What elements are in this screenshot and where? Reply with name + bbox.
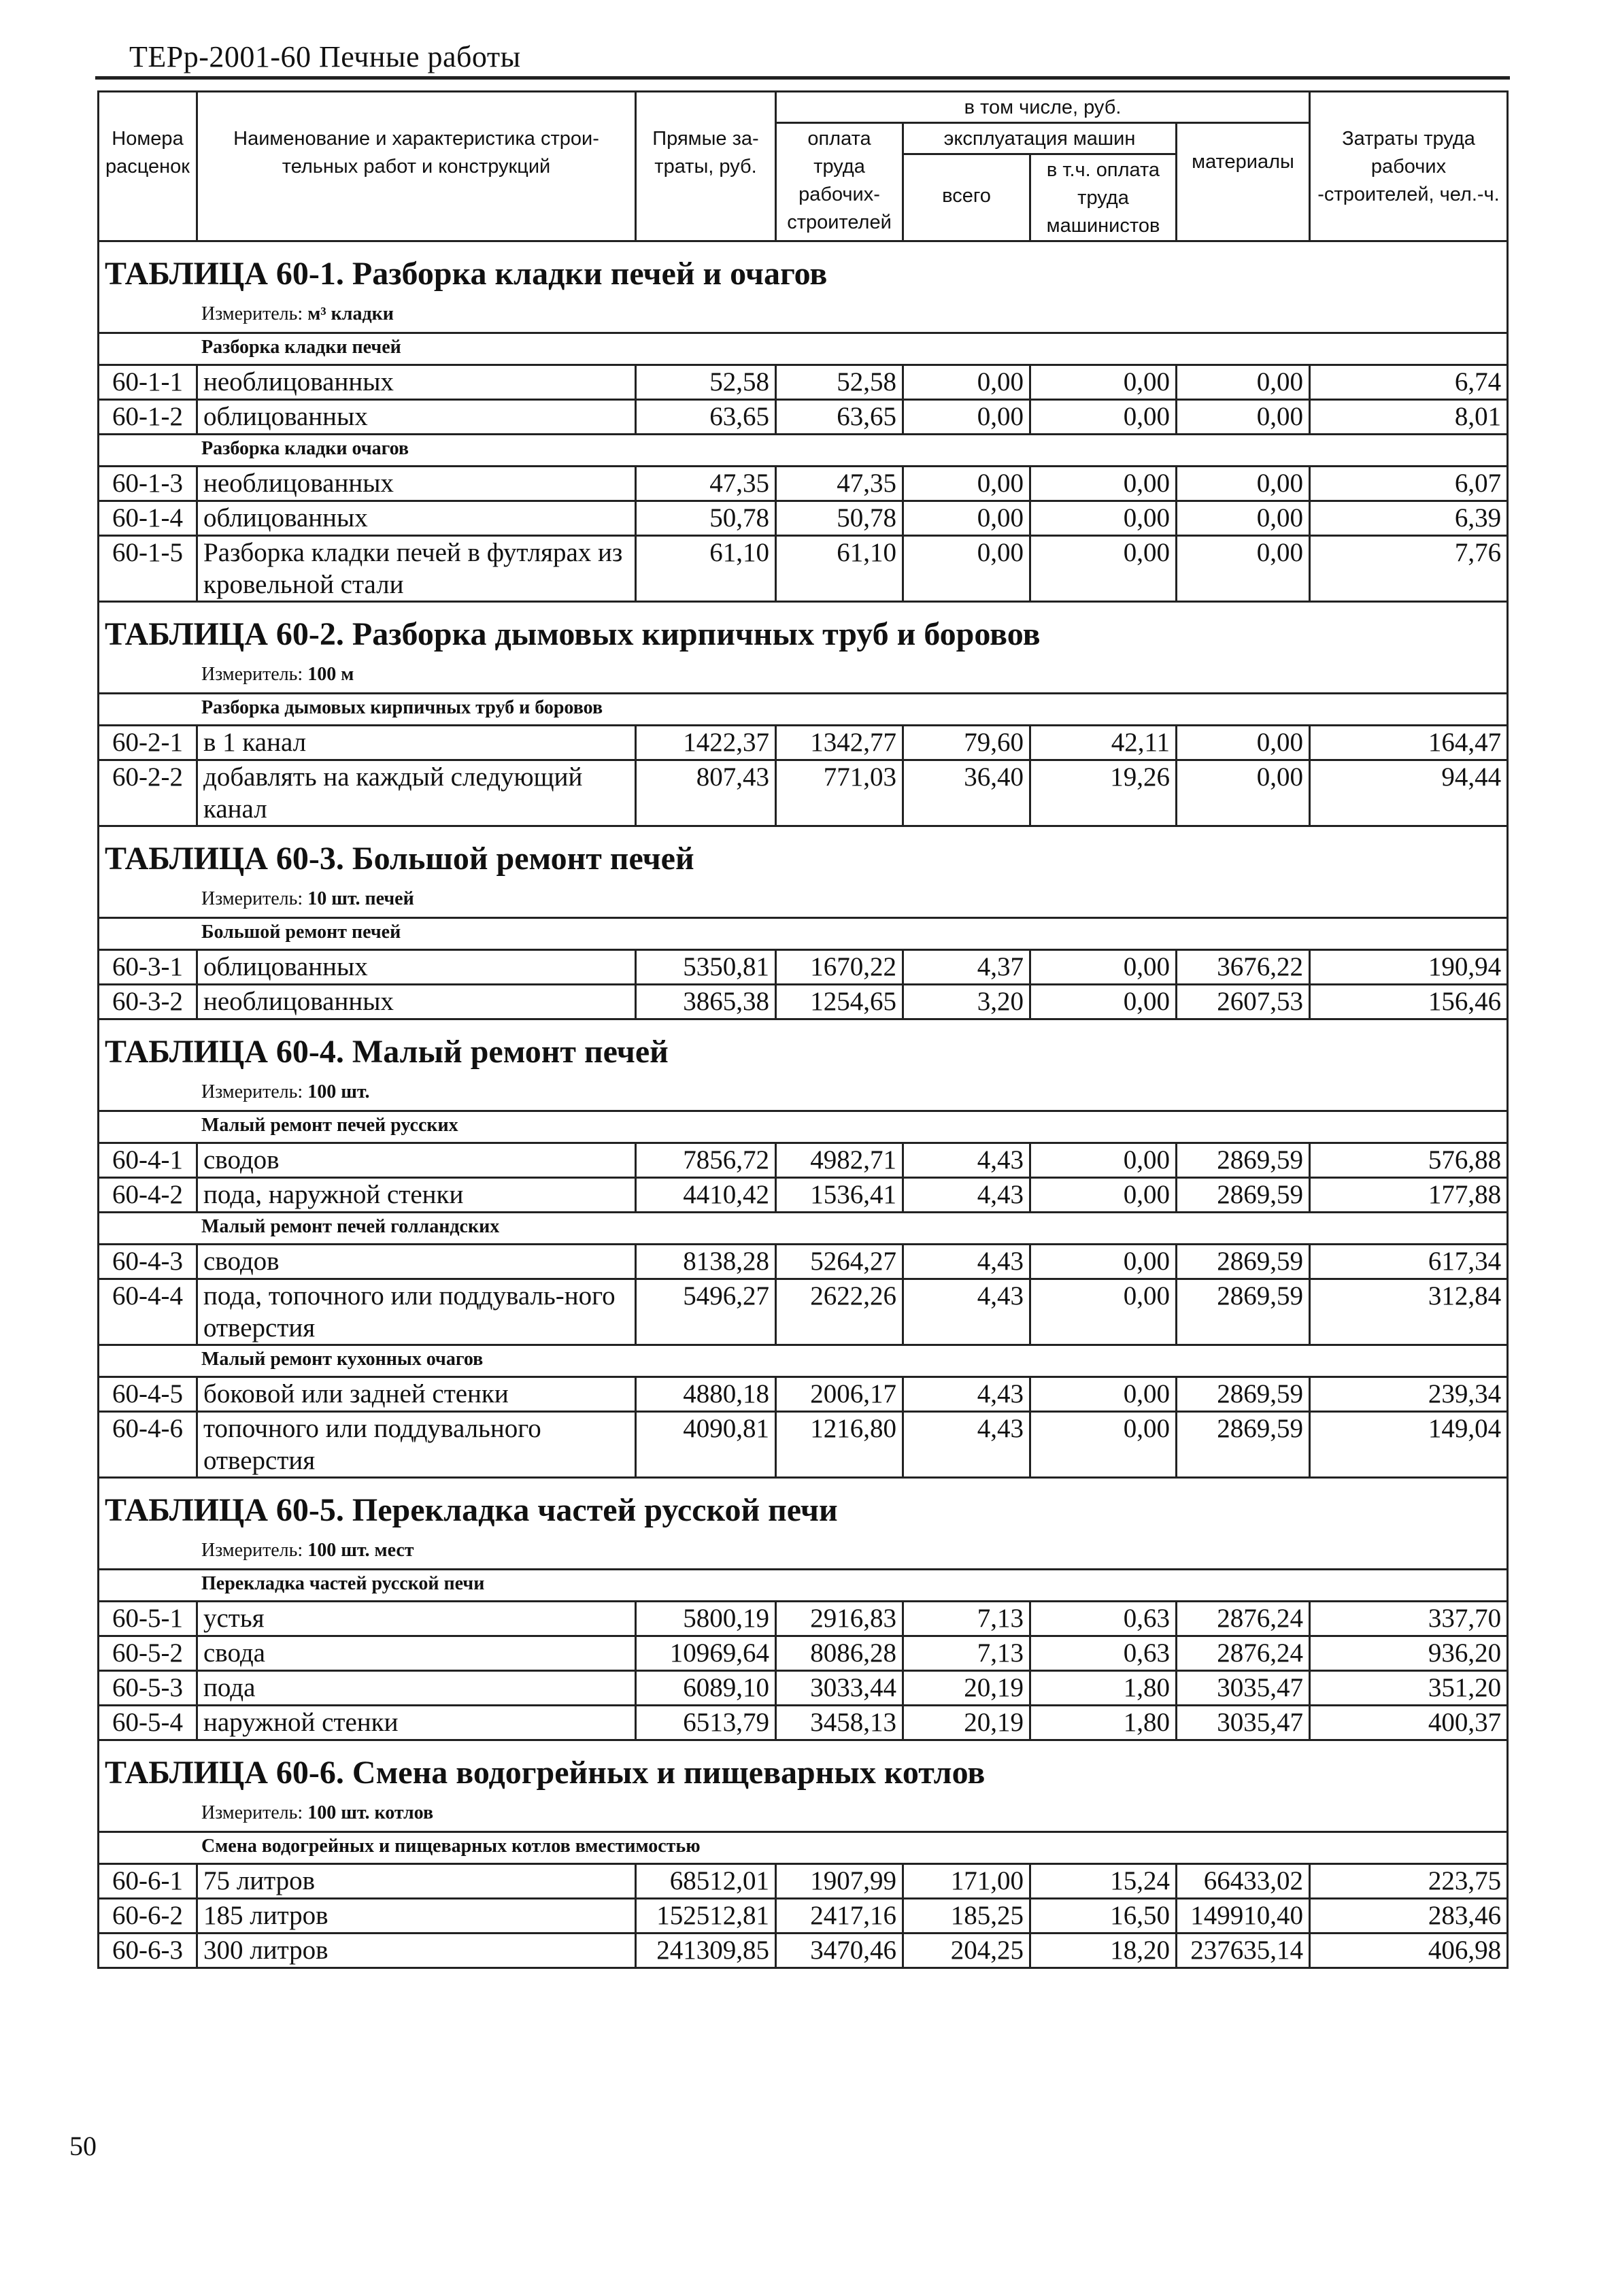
materials-costs: 2876,24 (1177, 1602, 1310, 1636)
machines-wage: 0,00 (1030, 1279, 1177, 1345)
work-name: наружной стенки (197, 1706, 636, 1740)
machines-wage: 16,50 (1030, 1899, 1177, 1934)
wage-costs: 1536,41 (776, 1178, 903, 1213)
machines-total: 171,00 (903, 1864, 1030, 1899)
wage-costs: 3470,46 (776, 1934, 903, 1968)
labor-costs: 576,88 (1310, 1143, 1508, 1178)
machines-total: 0,00 (903, 501, 1030, 536)
labor-costs: 283,46 (1310, 1899, 1508, 1934)
wage-costs: 4982,71 (776, 1143, 903, 1178)
materials-costs: 2869,59 (1177, 1377, 1310, 1412)
rates-table (97, 242, 1509, 1969)
labor-costs: 6,07 (1310, 467, 1508, 501)
direct-costs: 4090,81 (636, 1412, 776, 1478)
materials-costs: 0,00 (1177, 467, 1310, 501)
direct-costs: 241309,85 (636, 1934, 776, 1968)
rate-code: 60-1-5 (99, 536, 197, 602)
labor-costs: 6,74 (1310, 365, 1508, 400)
table-row (99, 365, 1508, 400)
labor-costs: 164,47 (1310, 726, 1508, 760)
wage-costs: 771,03 (776, 760, 903, 826)
header-direct-costs: Прямые за-траты, руб. (636, 92, 776, 241)
work-name: боковой или задней стенки (197, 1377, 636, 1412)
table-row (99, 726, 1508, 760)
machines-total: 79,60 (903, 726, 1030, 760)
labor-costs: 406,98 (1310, 1934, 1508, 1968)
machines-wage: 0,00 (1030, 1377, 1177, 1412)
labor-costs: 94,44 (1310, 760, 1508, 826)
table-title: ТАБЛИЦА 60-6. Смена водогрейных и пищеварных котлов (99, 1740, 1508, 1797)
group-row (99, 1570, 1508, 1602)
table-row (99, 985, 1508, 1019)
direct-costs: 68512,01 (636, 1864, 776, 1899)
measure-label: Измеритель: (201, 1081, 303, 1102)
direct-costs: 6089,10 (636, 1671, 776, 1706)
machines-total: 7,13 (903, 1602, 1030, 1636)
machines-wage: 15,24 (1030, 1864, 1177, 1899)
rate-code: 60-5-4 (99, 1706, 197, 1740)
work-name: необлицованных (197, 467, 636, 501)
rates-sheet (97, 90, 1507, 1969)
table-row (99, 1143, 1508, 1178)
measure-label: Измеритель: (201, 1802, 303, 1823)
wage-costs: 47,35 (776, 467, 903, 501)
table-row (99, 950, 1508, 985)
machines-total: 20,19 (903, 1706, 1030, 1740)
materials-costs: 0,00 (1177, 501, 1310, 536)
rate-code: 60-1-4 (99, 501, 197, 536)
labor-costs: 617,34 (1310, 1245, 1508, 1279)
machines-total: 3,20 (903, 985, 1030, 1019)
group-row (99, 694, 1508, 726)
table-title-row (99, 242, 1508, 298)
wage-costs: 2622,26 (776, 1279, 903, 1345)
header-materials: материалы (1177, 123, 1310, 241)
group-title: Смена водогрейных и пищеварных котлов вместимостью (99, 1832, 1508, 1864)
work-name: облицованных (197, 950, 636, 985)
machines-total: 0,00 (903, 467, 1030, 501)
measure-value: 100 шт. мест (307, 1540, 414, 1561)
measure-row (99, 1797, 1508, 1832)
work-name: 75 литров (197, 1864, 636, 1899)
column-header-table (97, 90, 1509, 242)
group-title: Большой ремонт печей (99, 918, 1508, 950)
work-name: в 1 канал (197, 726, 636, 760)
wage-costs: 2006,17 (776, 1377, 903, 1412)
group-title: Разборка дымовых кирпичных труб и боровов (99, 694, 1508, 726)
rate-code: 60-6-3 (99, 1934, 197, 1968)
work-name: пода, топочного или поддуваль-ного отверстия (197, 1279, 636, 1345)
work-name: пода, наружной стенки (197, 1178, 636, 1213)
measure-unit (99, 1534, 1508, 1570)
header-wage: оплата труда рабочих-строителей (776, 123, 903, 241)
header-machines: эксплуатация машин (903, 123, 1177, 154)
machines-total: 4,43 (903, 1279, 1030, 1345)
direct-costs: 5350,81 (636, 950, 776, 985)
labor-costs: 239,34 (1310, 1377, 1508, 1412)
table-row (99, 501, 1508, 536)
page-title: ТЕРр-2001-60 Печные работы (129, 40, 521, 73)
work-name: топочного или поддувального отверстия (197, 1412, 636, 1478)
measure-row (99, 883, 1508, 918)
measure-value: 100 шт. (307, 1081, 370, 1102)
group-title: Перекладка частей русской печи (99, 1570, 1508, 1602)
machines-total: 4,43 (903, 1412, 1030, 1478)
table-row (99, 1245, 1508, 1279)
rate-code: 60-3-2 (99, 985, 197, 1019)
table-row (99, 1178, 1508, 1213)
group-title: Малый ремонт кухонных очагов (99, 1345, 1508, 1377)
measure-value: 100 шт. котлов (307, 1802, 434, 1823)
group-row (99, 435, 1508, 467)
labor-costs: 936,20 (1310, 1636, 1508, 1671)
materials-costs: 149910,40 (1177, 1899, 1310, 1934)
machines-total: 185,25 (903, 1899, 1030, 1934)
machines-total: 4,43 (903, 1143, 1030, 1178)
rate-code: 60-4-3 (99, 1245, 197, 1279)
wage-costs: 61,10 (776, 536, 903, 602)
wage-costs: 3033,44 (776, 1671, 903, 1706)
work-name: 300 литров (197, 1934, 636, 1968)
machines-wage: 0,00 (1030, 950, 1177, 985)
direct-costs: 7856,72 (636, 1143, 776, 1178)
header-labor-costs: Затраты труда рабочих -строителей, чел.-ч. (1310, 92, 1508, 241)
labor-costs: 223,75 (1310, 1864, 1508, 1899)
work-name: сводов (197, 1245, 636, 1279)
rate-code: 60-4-2 (99, 1178, 197, 1213)
materials-costs: 3035,47 (1177, 1706, 1310, 1740)
machines-total: 4,37 (903, 950, 1030, 985)
direct-costs: 5800,19 (636, 1602, 776, 1636)
materials-costs: 66433,02 (1177, 1864, 1310, 1899)
group-row (99, 1832, 1508, 1864)
machines-total: 36,40 (903, 760, 1030, 826)
machines-wage: 0,00 (1030, 365, 1177, 400)
work-name: 185 литров (197, 1899, 636, 1934)
header-code: Номера расценок (99, 92, 197, 241)
table-title: ТАБЛИЦА 60-2. Разборка дымовых кирпичных труб и боровов (99, 602, 1508, 659)
machines-total: 204,25 (903, 1934, 1030, 1968)
table-row (99, 1706, 1508, 1740)
table-title-row (99, 602, 1508, 659)
header-name: Наименование и характеристика строи-тельных работ и конструкций (197, 92, 636, 241)
direct-costs: 10969,64 (636, 1636, 776, 1671)
machines-wage: 42,11 (1030, 726, 1177, 760)
group-row (99, 918, 1508, 950)
measure-unit (99, 883, 1508, 918)
measure-value: 10 шт. печей (307, 888, 414, 909)
table-row (99, 400, 1508, 435)
table-title: ТАБЛИЦА 60-3. Большой ремонт печей (99, 826, 1508, 883)
header-including: в том числе, руб. (776, 92, 1310, 123)
direct-costs: 4410,42 (636, 1178, 776, 1213)
wage-costs: 63,65 (776, 400, 903, 435)
group-row (99, 1213, 1508, 1245)
table-row (99, 1412, 1508, 1478)
materials-costs: 0,00 (1177, 726, 1310, 760)
measure-value: м³ кладки (307, 303, 394, 324)
labor-costs: 351,20 (1310, 1671, 1508, 1706)
rate-code: 60-4-4 (99, 1279, 197, 1345)
rate-code: 60-1-3 (99, 467, 197, 501)
measure-row (99, 1076, 1508, 1111)
direct-costs: 5496,27 (636, 1279, 776, 1345)
materials-costs: 3676,22 (1177, 950, 1310, 985)
machines-wage: 0,00 (1030, 467, 1177, 501)
labor-costs: 337,70 (1310, 1602, 1508, 1636)
materials-costs: 0,00 (1177, 400, 1310, 435)
measure-row (99, 658, 1508, 694)
direct-costs: 1422,37 (636, 726, 776, 760)
wage-costs: 3458,13 (776, 1706, 903, 1740)
machines-total: 0,00 (903, 400, 1030, 435)
rate-code: 60-1-2 (99, 400, 197, 435)
table-row (99, 1377, 1508, 1412)
group-row (99, 333, 1508, 365)
work-name: устья (197, 1602, 636, 1636)
measure-label: Измеритель: (201, 888, 303, 909)
machines-wage: 0,00 (1030, 1245, 1177, 1279)
rate-code: 60-5-2 (99, 1636, 197, 1671)
work-name: пода (197, 1671, 636, 1706)
labor-costs: 149,04 (1310, 1412, 1508, 1478)
direct-costs: 63,65 (636, 400, 776, 435)
materials-costs: 0,00 (1177, 760, 1310, 826)
direct-costs: 152512,81 (636, 1899, 776, 1934)
machines-wage: 18,20 (1030, 1934, 1177, 1968)
table-row (99, 760, 1508, 826)
materials-costs: 2869,59 (1177, 1412, 1310, 1478)
machines-wage: 0,63 (1030, 1636, 1177, 1671)
wage-costs: 2916,83 (776, 1602, 903, 1636)
labor-costs: 7,76 (1310, 536, 1508, 602)
measure-unit (99, 1797, 1508, 1832)
work-name: свода (197, 1636, 636, 1671)
table-row (99, 1671, 1508, 1706)
materials-costs: 2876,24 (1177, 1636, 1310, 1671)
table-row (99, 1279, 1508, 1345)
machines-total: 7,13 (903, 1636, 1030, 1671)
wage-costs: 1216,80 (776, 1412, 903, 1478)
direct-costs: 61,10 (636, 536, 776, 602)
machines-wage: 0,00 (1030, 400, 1177, 435)
work-name: добавлять на каждый следующий канал (197, 760, 636, 826)
machines-total: 4,43 (903, 1377, 1030, 1412)
machines-wage: 1,80 (1030, 1706, 1177, 1740)
group-title: Разборка кладки печей (99, 333, 1508, 365)
labor-costs: 400,37 (1310, 1706, 1508, 1740)
table-row (99, 1934, 1508, 1968)
group-row (99, 1111, 1508, 1143)
direct-costs: 3865,38 (636, 985, 776, 1019)
machines-total: 4,43 (903, 1178, 1030, 1213)
group-title: Малый ремонт печей русских (99, 1111, 1508, 1143)
table-title: ТАБЛИЦА 60-5. Перекладка частей русской печи (99, 1478, 1508, 1535)
header-machines-total: всего (903, 154, 1030, 241)
wage-costs: 2417,16 (776, 1899, 903, 1934)
header-rule (95, 76, 1510, 80)
work-name: необлицованных (197, 985, 636, 1019)
materials-costs: 0,00 (1177, 536, 1310, 602)
materials-costs: 2869,59 (1177, 1279, 1310, 1345)
measure-value: 100 м (307, 664, 354, 685)
machines-wage: 0,00 (1030, 1178, 1177, 1213)
group-title: Малый ремонт печей голландских (99, 1213, 1508, 1245)
machines-total: 4,43 (903, 1245, 1030, 1279)
materials-costs: 2869,59 (1177, 1143, 1310, 1178)
wage-costs: 8086,28 (776, 1636, 903, 1671)
table-title-row (99, 1478, 1508, 1535)
rate-code: 60-2-1 (99, 726, 197, 760)
direct-costs: 47,35 (636, 467, 776, 501)
direct-costs: 6513,79 (636, 1706, 776, 1740)
table-row (99, 1636, 1508, 1671)
materials-costs: 0,00 (1177, 365, 1310, 400)
rate-code: 60-2-2 (99, 760, 197, 826)
rate-code: 60-5-3 (99, 1671, 197, 1706)
rate-code: 60-1-1 (99, 365, 197, 400)
materials-costs: 2869,59 (1177, 1245, 1310, 1279)
group-title: Разборка кладки очагов (99, 435, 1508, 467)
table-row (99, 467, 1508, 501)
work-name: необлицованных (197, 365, 636, 400)
wage-costs: 50,78 (776, 501, 903, 536)
materials-costs: 237635,14 (1177, 1934, 1310, 1968)
materials-costs: 2869,59 (1177, 1178, 1310, 1213)
table-title-row (99, 1019, 1508, 1077)
machines-total: 0,00 (903, 365, 1030, 400)
wage-costs: 1342,77 (776, 726, 903, 760)
measure-unit (99, 298, 1508, 333)
table-row (99, 1864, 1508, 1899)
rate-code: 60-3-1 (99, 950, 197, 985)
labor-costs: 312,84 (1310, 1279, 1508, 1345)
machines-wage: 0,00 (1030, 985, 1177, 1019)
materials-costs: 3035,47 (1177, 1671, 1310, 1706)
materials-costs: 2607,53 (1177, 985, 1310, 1019)
rate-code: 60-4-1 (99, 1143, 197, 1178)
rate-code: 60-5-1 (99, 1602, 197, 1636)
table-row (99, 1899, 1508, 1934)
labor-costs: 156,46 (1310, 985, 1508, 1019)
direct-costs: 807,43 (636, 760, 776, 826)
machines-wage: 0,00 (1030, 1412, 1177, 1478)
wage-costs: 5264,27 (776, 1245, 903, 1279)
machines-total: 0,00 (903, 536, 1030, 602)
work-name: облицованных (197, 501, 636, 536)
measure-unit (99, 1076, 1508, 1111)
measure-label: Измеритель: (201, 1540, 303, 1561)
machines-wage: 0,63 (1030, 1602, 1177, 1636)
work-name: Разборка кладки печей в футлярах из кровельной стали (197, 536, 636, 602)
measure-row (99, 298, 1508, 333)
labor-costs: 8,01 (1310, 400, 1508, 435)
labor-costs: 177,88 (1310, 1178, 1508, 1213)
rate-code: 60-6-2 (99, 1899, 197, 1934)
machines-wage: 0,00 (1030, 1143, 1177, 1178)
wage-costs: 1670,22 (776, 950, 903, 985)
rate-code: 60-4-5 (99, 1377, 197, 1412)
table-row (99, 536, 1508, 602)
machines-wage: 19,26 (1030, 760, 1177, 826)
group-row (99, 1345, 1508, 1377)
machines-wage: 0,00 (1030, 536, 1177, 602)
machines-total: 20,19 (903, 1671, 1030, 1706)
table-title: ТАБЛИЦА 60-4. Малый ремонт печей (99, 1019, 1508, 1077)
labor-costs: 190,94 (1310, 950, 1508, 985)
direct-costs: 8138,28 (636, 1245, 776, 1279)
table-title-row (99, 1740, 1508, 1797)
wage-costs: 1254,65 (776, 985, 903, 1019)
rate-code: 60-6-1 (99, 1864, 197, 1899)
rate-code: 60-4-6 (99, 1412, 197, 1478)
wage-costs: 52,58 (776, 365, 903, 400)
direct-costs: 52,58 (636, 365, 776, 400)
table-title-row (99, 826, 1508, 883)
direct-costs: 50,78 (636, 501, 776, 536)
work-name: сводов (197, 1143, 636, 1178)
measure-row (99, 1534, 1508, 1570)
machines-wage: 0,00 (1030, 501, 1177, 536)
page-number: 50 (69, 2131, 97, 2161)
labor-costs: 6,39 (1310, 501, 1508, 536)
table-title: ТАБЛИЦА 60-1. Разборка кладки печей и очагов (99, 242, 1508, 298)
header-machines-wage: в т.ч. оплата труда машинистов (1030, 154, 1177, 241)
measure-unit (99, 658, 1508, 694)
direct-costs: 4880,18 (636, 1377, 776, 1412)
measure-label: Измеритель: (201, 303, 303, 324)
work-name: облицованных (197, 400, 636, 435)
measure-label: Измеритель: (201, 664, 303, 685)
wage-costs: 1907,99 (776, 1864, 903, 1899)
machines-wage: 1,80 (1030, 1671, 1177, 1706)
table-row (99, 1602, 1508, 1636)
